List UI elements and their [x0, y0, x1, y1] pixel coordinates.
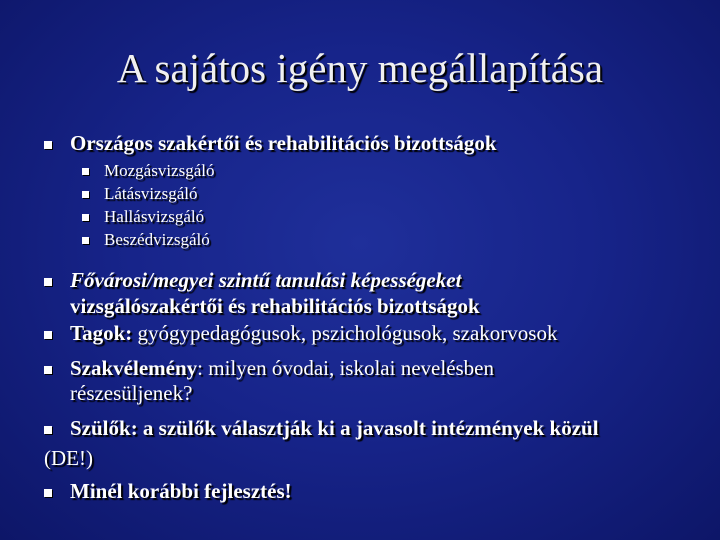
bullet-marker: [44, 331, 52, 339]
bullet-marker: [44, 366, 52, 374]
sub-item-latas: Látásvizsgáló: [104, 184, 198, 203]
sub-bullet-marker: [82, 168, 89, 175]
bullet-marker: [44, 141, 52, 149]
expert-opinion-label: Szakvélemény: [70, 356, 198, 380]
bullet-country-committees: Országos szakértői és rehabilitációs bizottságok: [70, 131, 497, 155]
sub-item-beszed: Beszédvizsgáló: [104, 230, 210, 249]
slide-title: A sajátos igény megállapítása: [116, 45, 604, 91]
sub-item-hallas: Hallásvizsgáló: [104, 207, 205, 226]
sub-bullet-marker: [82, 237, 89, 244]
sub-bullet-marker: [82, 191, 89, 198]
bullet-early-development: Minél korábbi fejlesztés!: [70, 479, 292, 503]
bullet-marker: [44, 426, 52, 434]
bullet-marker: [44, 489, 52, 497]
expert-opinion-line2: részesüljenek?: [70, 381, 193, 405]
bullet-marker: [44, 278, 52, 286]
members-text: gyógypedagógusok, pszichológusok, szakorvosok: [132, 321, 558, 345]
sub-bullet-marker: [82, 214, 89, 221]
bullet-members: [70, 321, 557, 345]
bullet-expert-opinion: [70, 356, 494, 380]
sub-item-mozgas: Mozgásvizsgáló: [104, 161, 215, 180]
bullet-parents-note: (DE!): [44, 446, 93, 470]
bullet-parents-choose: Szülők: a szülők választják ki a javasolt intézmények közül: [70, 416, 599, 440]
expert-opinion-text: : milyen óvodai, iskolai nevelésben: [197, 356, 495, 380]
bullet-regional-committees-line2: vizsgálószakértői és rehabilitációs bizottságok: [70, 294, 480, 318]
bullet-regional-committees-line1: Fővárosi/megyei szintű tanulási képességeket: [70, 268, 462, 292]
members-label: Tagok:: [70, 321, 133, 345]
